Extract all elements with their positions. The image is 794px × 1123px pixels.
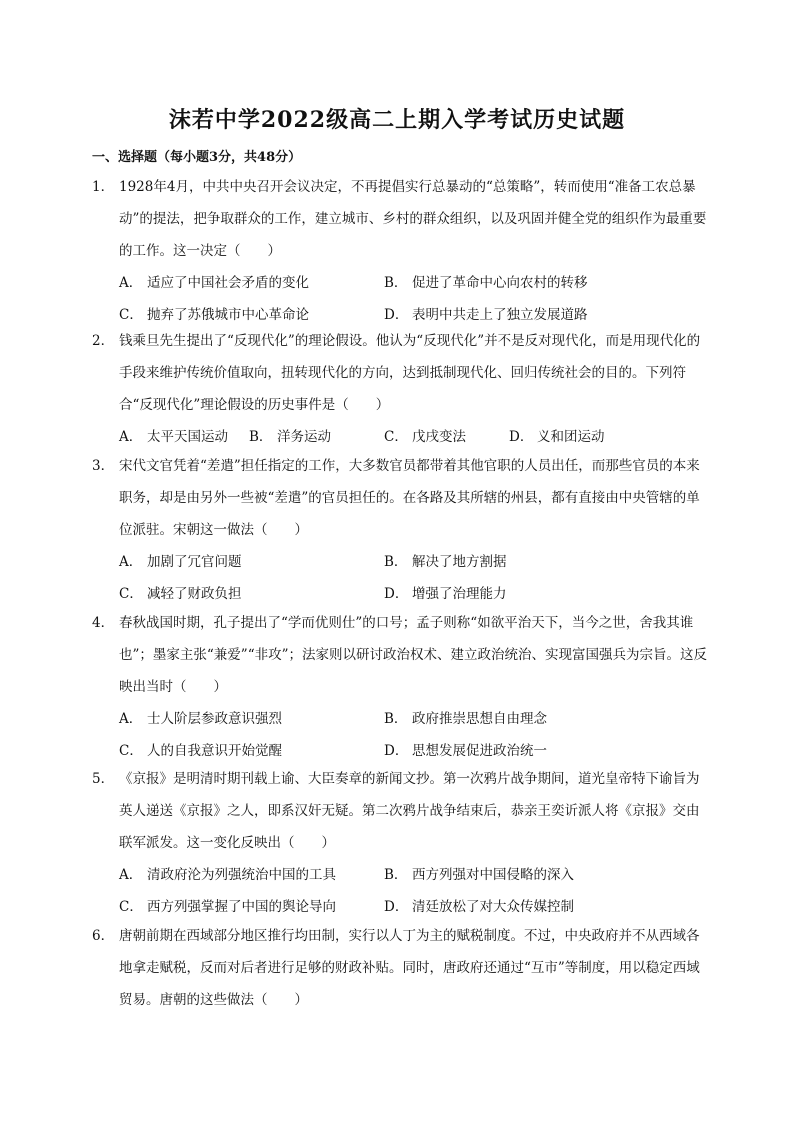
option-b[interactable]	[384, 703, 649, 735]
option-text: 适应了中国社会矛盾的变化	[147, 275, 309, 291]
option-d[interactable]	[384, 891, 649, 923]
question-stem	[92, 763, 712, 859]
option-text: 减轻了财政负担	[147, 586, 242, 602]
option-c[interactable]	[384, 421, 509, 453]
option-text: 太平天国运动	[147, 429, 228, 445]
option-letter: C．	[384, 429, 408, 445]
option-text: 增强了治理能力	[412, 586, 507, 602]
option-text: 清政府沦为列强统治中国的工具	[147, 867, 336, 883]
option-letter: D．	[384, 586, 409, 602]
option-letter: A．	[119, 275, 143, 291]
question-stem	[92, 607, 712, 703]
option-text: 表明中共走上了独立发展道路	[412, 307, 588, 323]
option-text: 抛弃了苏俄城市中心革命论	[147, 307, 309, 323]
page-title: 沫若中学2022级高二上期入学考试历史试题	[168, 107, 626, 133]
option-letter: C．	[119, 743, 143, 759]
question-3	[92, 450, 712, 610]
option-text: 西方列强对中国侵略的深入	[412, 867, 574, 883]
option-c[interactable]	[119, 891, 384, 923]
section-heading: 一、选择题（每小题3分，共48分）	[92, 150, 302, 165]
option-letter: B．	[384, 867, 408, 883]
option-a[interactable]	[119, 859, 384, 891]
option-letter: A．	[119, 554, 143, 570]
question-1	[92, 171, 712, 331]
question-text: 唐朝前期在西域部分地区推行均田制，实行以人丁为主的赋税制度。不过，中央政府并不从西域各地拿走赋税，反而对后者进行足够的财政补贴。同时，唐政府还通过“互市”等制度，用以稳定西域贸易。唐朝的这些做法（ ）	[119, 928, 700, 1008]
option-b[interactable]	[249, 421, 384, 453]
option-text: 促进了革命中心向农村的转移	[412, 275, 588, 291]
question-text: 1928年4月，中共中央召开会议决定，不再提倡实行总暴动的“总策略”，转而使用“准备工农总暴动”的提法，把争取群众的工作，建立城市、乡村的群众组织，以及巩固并健全党的组织作为最重要的工作。这一决定（ ）	[119, 179, 707, 259]
question-number: 3．	[92, 458, 115, 474]
option-letter: C．	[119, 899, 143, 915]
option-text: 加剧了冗官问题	[147, 554, 242, 570]
question-2	[92, 325, 712, 453]
option-list	[92, 267, 712, 331]
option-text: 清廷放松了对大众传媒控制	[412, 899, 574, 915]
question-6	[92, 920, 712, 1016]
question-number: 4．	[92, 615, 115, 631]
option-list	[92, 421, 712, 453]
option-letter: A．	[119, 429, 143, 445]
question-number: 2．	[92, 333, 115, 349]
option-text: 义和团运动	[537, 429, 605, 445]
option-text: 洋务运动	[277, 429, 331, 445]
option-letter: D．	[384, 307, 409, 323]
option-b[interactable]	[384, 267, 649, 299]
option-text: 政府推崇思想自由理念	[412, 711, 547, 727]
question-stem	[92, 920, 712, 1016]
option-list	[92, 859, 712, 923]
question-text: 宋代文官凭着“差遣”担任指定的工作，大多数官员都带着其他官职的人员出任，而那些官员的本来职务，却是由另外一些被“差遣”的官员担任的。在各路及其所辖的州县，都有直接由中央管辖的单位派驻。宋朝这一做法（ ）	[119, 458, 700, 538]
option-list	[92, 546, 712, 610]
option-c[interactable]	[119, 578, 384, 610]
option-b[interactable]	[384, 546, 649, 578]
option-letter: D．	[384, 743, 409, 759]
option-d[interactable]	[384, 578, 649, 610]
option-text: 西方列强掌握了中国的舆论导向	[147, 899, 336, 915]
option-list	[92, 703, 712, 767]
option-text: 思想发展促进政治统一	[412, 743, 547, 759]
option-a[interactable]	[119, 546, 384, 578]
option-letter: A．	[119, 867, 143, 883]
option-letter: D．	[509, 429, 534, 445]
option-letter: D．	[384, 899, 409, 915]
option-letter: B．	[384, 554, 408, 570]
option-letter: A．	[119, 711, 143, 727]
question-text: 钱乘旦先生提出了“反现代化”的理论假设。他认为“反现代化”并不是反对现代化，而是用现代化的手段来维护传统价值取向，扭转现代化的方向，达到抵制现代化、回归传统社会的目的。下列符合“反现代化”理论假设的历史事件是（ ）	[119, 333, 701, 413]
option-d[interactable]	[509, 421, 639, 453]
question-stem	[92, 325, 712, 421]
option-letter: B．	[249, 429, 273, 445]
question-stem	[92, 450, 712, 546]
option-text: 人的自我意识开始觉醒	[147, 743, 282, 759]
option-letter: B．	[384, 275, 408, 291]
option-a[interactable]	[119, 703, 384, 735]
option-text: 解决了地方割据	[412, 554, 507, 570]
question-stem	[92, 171, 712, 267]
question-5	[92, 763, 712, 923]
option-letter: C．	[119, 586, 143, 602]
question-number: 5．	[92, 771, 115, 787]
option-letter: B．	[384, 711, 408, 727]
option-letter: C．	[119, 307, 143, 323]
option-a[interactable]	[119, 267, 384, 299]
option-b[interactable]	[384, 859, 649, 891]
option-text: 士人阶层参政意识强烈	[147, 711, 282, 727]
question-4	[92, 607, 712, 767]
question-number: 1．	[92, 179, 115, 195]
question-number: 6．	[92, 928, 115, 944]
question-text: 《京报》是明清时期刊载上谕、大臣奏章的新闻文抄。第一次鸦片战争期间，道光皇帝特下谕旨为英人递送《京报》之人，即系汉奸无疑。第二次鸦片战争结束后，恭亲王奕䜣派人将《京报》交由联军派发。这一变化反映出（ ）	[119, 771, 700, 851]
option-text: 戊戌变法	[412, 429, 466, 445]
option-a[interactable]	[119, 421, 249, 453]
question-text: 春秋战国时期，孔子提出了“学而优则仕”的口号；孟子则称“如欲平治天下，当今之世，舍我其谁也”；墨家主张“兼爱”“非攻”；法家则以研讨政治权术、建立政治统治、实现富国强兵为宗旨。这反映出当时（ ）	[119, 615, 708, 695]
